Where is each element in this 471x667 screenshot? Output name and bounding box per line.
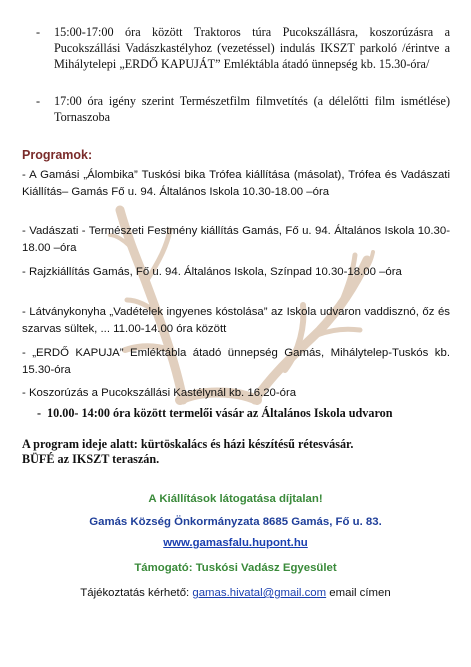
program-item-show-kitchen: - Látványkonyha „Vadételek ingyenes kóstolása” az Iskola udvaron vaddisznó, őz és szarvas sültek, ... 11.00-14.00 óra között [22, 306, 450, 335]
program-item-wreath-laying: - Koszorúzás a Pucokszállási Kastélynál kb. 16.20-óra [22, 387, 297, 399]
contact-email-link[interactable]: gamas.hivatal@gmail.com [192, 587, 327, 599]
organizer-text: Gamás Község Önkormányzata 8685 Gamás, Fő u. 83. [89, 516, 382, 528]
program-note: A program ideje alatt: kürtöskalács és házi készítésű rétesvásár. [22, 437, 354, 451]
buffet-note: BÜFÉ az IKSZT teraszán. [22, 452, 160, 466]
website-link[interactable]: www.gamasfalu.hupont.hu [163, 537, 308, 549]
programs-heading: Programok: [22, 148, 93, 162]
bullet: - [36, 94, 41, 108]
bullet: - [37, 406, 42, 420]
market-item [37, 406, 450, 421]
bullet: - [36, 25, 41, 39]
program-item-painting-exhibition: - Vadászati - Természeti Festmény kiállítás Gamás, Fő u. 94. Általános Iskola 10.30-18.00 –óra [22, 225, 450, 254]
contact-suffix: email címen [329, 587, 391, 599]
program-item-drawing-exhibition: - Rajzkiállítás Gamás, Fő u. 94. Általános Iskola, Színpad 10.30-18.00 –óra [22, 266, 402, 278]
schedule-item-tractor-tour [36, 24, 450, 72]
program-item-memorial-plaque: - „ERDŐ KAPUJA” Emléktábla átadó ünnepség Gamás, Mihálytelep-Tuskós kb. 15.30-óra [22, 347, 450, 376]
market-text: 10.00- 14:00 óra között termelői vásár az Általános Iskola udvaron [47, 406, 393, 420]
schedule-text: 17:00 óra igény szerint Természetfilm filmvetítés (a délelőtti film ismétlése) Tornaszoba [54, 94, 450, 124]
contact-info [0, 587, 471, 599]
contact-prefix: Tájékoztatás kérhető: [80, 587, 190, 599]
schedule-item-film [36, 93, 450, 125]
free-admission-text: A Kiállítások látogatása díjtalan! [148, 493, 323, 505]
program-item-trophy-exhibition: - A Gamási „Álombika” Tuskósi bika Trófea kiállítása (másolat), Trófea és Vadászati Kiállítás– Gamás Fő u. 94. Általános Iskola 10.30-18.00 –óra [22, 169, 450, 198]
sponsor-text: Támogató: Tuskósi Vadász Egyesület [134, 562, 337, 574]
schedule-text: 15:00-17:00 óra között Traktoros túra Pucokszállásra, koszorúzásra a Pucokszállási Vadászkastélyhoz (vezetéssel) indulás IKSZT parkoló /érintve a Mihálytelepi „ERDŐ KAPUJÁT” Emléktábla átadó ünnepség kb. 15.30-óra/ [54, 25, 450, 71]
website-link-row [0, 537, 471, 549]
